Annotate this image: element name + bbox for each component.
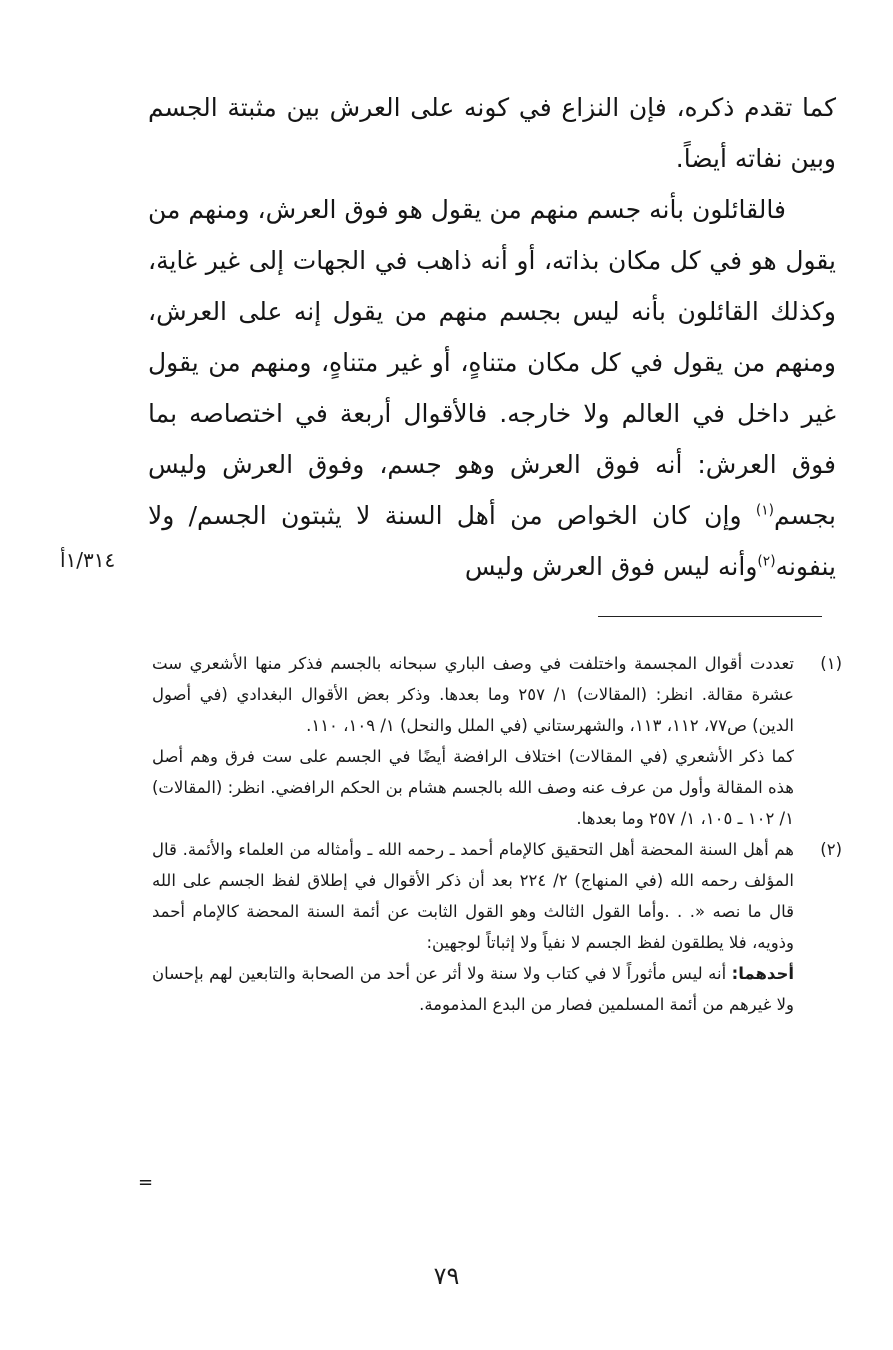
page-number: ٧٩ bbox=[433, 1262, 460, 1290]
paragraph-1: كما تقدم ذكره، فإن النزاع في كونه على العرش بين مثبتة الجسم وبين نفاته أيضاً. bbox=[148, 93, 836, 173]
footnote-1-text-2: كما ذكر الأشعري (في المقالات) اختلاف الرافضة أيضًا في الجسم على ست فرق وهم أصل هذه المقالة وأول من عرف عنه وصف الله بالجسم هشام بن الحكم الرافضي. انظر: (المقالات) ١/ ١٠٢ ـ ١٠٥، ١/ ٢٥٧ وما بعدها. bbox=[152, 747, 794, 828]
paragraph-2 bbox=[148, 184, 836, 592]
footnotes-block bbox=[152, 648, 842, 1020]
footnote-2-label: أحدهما: bbox=[731, 964, 794, 983]
footnote-2-text-2: أنه ليس مأثوراً لا في كتاب ولا سنة ولا أثر عن أحد من الصحابة والتابعين لهم بإحسان ولا غيرهم من أئمة المسلمين فصار من البدع المذمومة. bbox=[152, 964, 794, 1014]
footnote-1 bbox=[152, 648, 842, 834]
footnote-reference-1: (١) bbox=[755, 502, 774, 519]
paragraph-2-part-1: فالقائلون بأنه جسم منهم من يقول هو فوق العرش، ومنهم من يقول هو في كل مكان بذاته، أو أنه ذاهب في الجهات إلى غير غاية، وكذلك القائلون بأنه ليس بجسم منهم من يقول إنه على العرش، ومنهم من يقول في كل مكان متناهٍ، أو غير متناهٍ، ومنهم من يقول غير داخل في العالم ولا خارجه. فالأقوال أربعة في اختصاصه بما فوق العرش: أنه فوق العرش وهو جسم، وفوق العرش وليس بجسم bbox=[148, 195, 836, 530]
main-text-block bbox=[148, 82, 836, 592]
footnote-reference-2: (٢) bbox=[757, 553, 776, 570]
footnote-1-text-1: تعددت أقوال المجسمة واختلفت في وصف الباري سبحانه بالجسم فذكر منها الأشعري ست عشرة مقالة. انظر: (المقالات) ١/ ٢٥٧ وما بعدها. وذكر بعض الأقوال البغدادي (في أصول الدين) ص٧٧، ١١٢، ١١٣، والشهرستاني (في الملل والنحل) ١/ ١٠٩، ١١٠. bbox=[152, 654, 794, 735]
footnote-separator bbox=[598, 616, 822, 617]
manuscript-folio-marker: ١/٣١٤أ bbox=[60, 548, 116, 572]
footnote-1-number: (١) bbox=[820, 654, 842, 673]
footnote-2-text-1: هم أهل السنة المحضة أهل التحقيق كالإمام أحمد ـ رحمه الله ـ وأمثاله من العلماء والأئمة. قال المؤلف رحمه الله (في المنهاج) ٢/ ٢٢٤ بعد أن ذكر الأقوال في إطلاق لفظ الجسم على الله قال ما نصه «. . .وأما القول الثالث وهو القول الثابت عن أئمة السنة المحضة كالإمام أحمد وذويه، فلا يطلقون لفظ الجسم لا نفياً ولا إثباتاً لوجهين: bbox=[152, 840, 794, 952]
footnote-2-text-2-paragraph bbox=[152, 958, 794, 1020]
paragraph-2-part-3: وأنه ليس فوق العرش وليس bbox=[464, 552, 758, 581]
paragraph-2-part-2: وإن كان الخواص من أهل السنة لا يثبتون الجسم/ ولا ينفونه bbox=[148, 501, 836, 581]
footnote-2-number: (٢) bbox=[820, 840, 842, 859]
footnote-2 bbox=[152, 834, 842, 1020]
footnote-continuation-mark: = bbox=[138, 1172, 154, 1193]
